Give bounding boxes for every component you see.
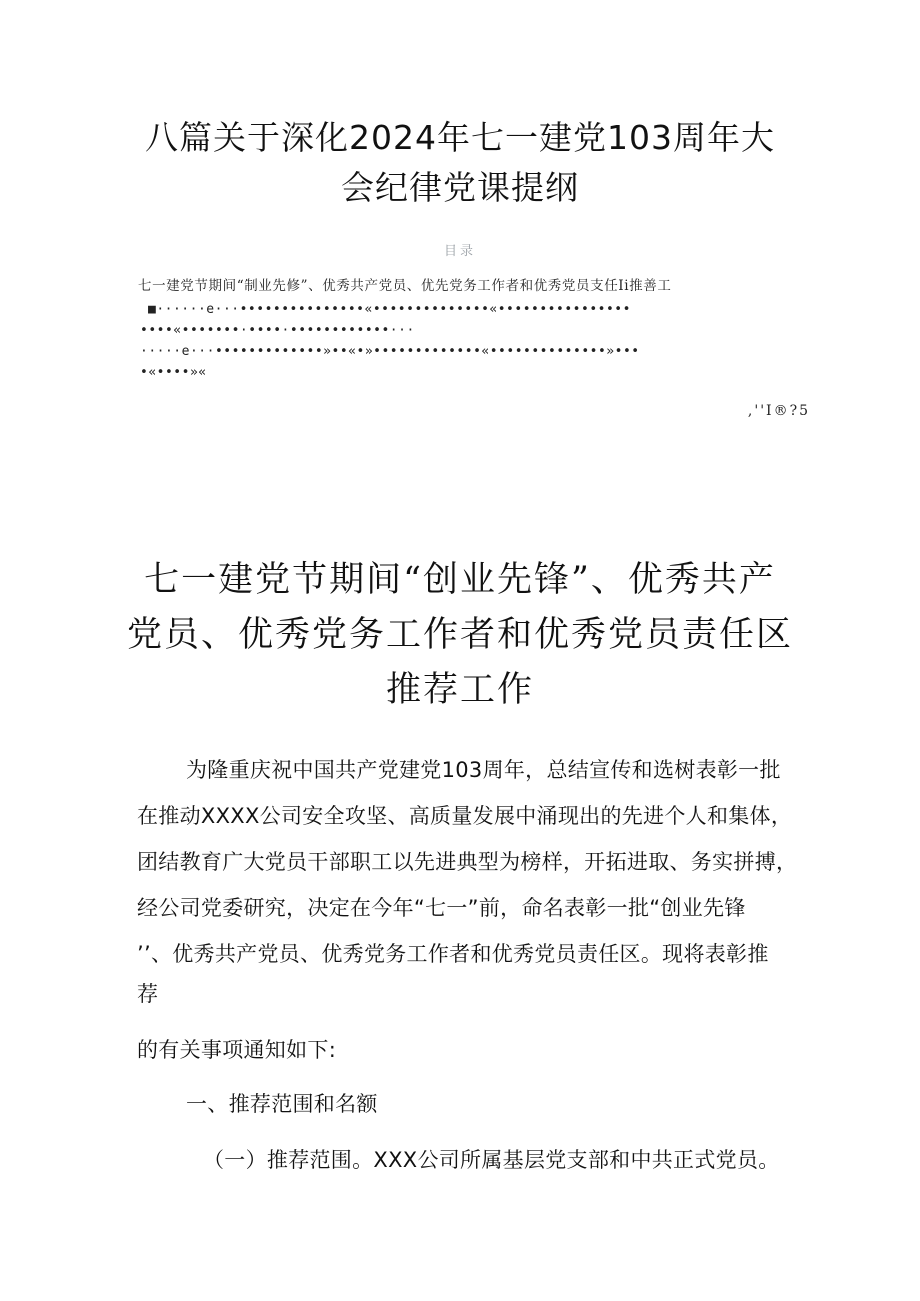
body-line-5: ’’、优秀共产党员、优秀党务工作者和优秀党员责任区。现将表彰推 [137,942,769,966]
section-title-line-1: 七一建党节期间“创业先锋”、优秀共产 [144,560,776,600]
toc-leader-line-1: ■······e···•••••••••••••••«••••••••••••••«•••••••••••••••• [148,302,631,317]
toc-leader-line-2: ••••«•••••••·••••·••••••••••••··· [140,323,415,338]
section-heading-1: 一、推荐范围和名额 [186,1092,378,1116]
document-title-line-2: 会纪律党课提纲 [341,168,579,207]
toc-entry[interactable]: 七一建党节期间“制业先修”、优秀共产党员、优先党务工作者和优秀党员支任Ii推善工 [138,278,672,294]
toc-label: 目录 [443,244,476,259]
toc-leader-line-4: •«••••»« [140,365,207,380]
subsection-heading-1: （一）推荐范围。XXX公司所属基层党支部和中共正式党员。 [203,1148,780,1172]
body-line-7: 的有关事项通知如下: [137,1038,337,1062]
body-line-3: 团结教育广大党员干部职工以先进典型为榜样，开拓进取、务实拼搏， [137,850,798,874]
body-line-4: 经公司党委研究，决定在今年“七一”前，命名表彰一批“创业先锋 [137,896,746,920]
toc-leader-line-3: ·····e···•••••••••••••»••«•»•••••••••••••«••••••••••••••»••• [140,344,640,359]
section-title-line-3: 推荐工作 [385,670,534,710]
body-line-1: 为隆重庆祝中国共产党建党103周年，总结宣传和选树表彰一批 [186,758,781,782]
document-title-line-1: 八篇关于深化2024年七一建党103周年大 [145,118,775,157]
toc-page-ref: ,''I®?5 [747,403,810,419]
body-line-2: 在推动XXXX公司安全攻坚、高质量发展中涌现出的先进个人和集体， [137,804,793,828]
section-title-line-2: 党员、优秀党务工作者和优秀党员责任区 [126,615,793,655]
body-line-6: 荐 [137,982,159,1006]
